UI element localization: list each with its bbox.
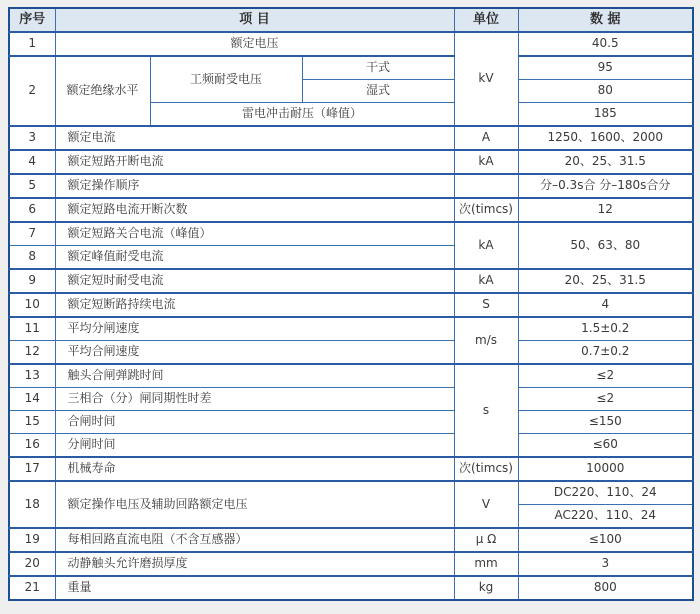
item-group-cell: 额定绝缘水平: [55, 56, 150, 126]
data-cell: DC220、110、24: [518, 481, 693, 505]
item-leaf-cell: 湿式: [302, 80, 454, 103]
table-row: [9, 32, 693, 56]
unit-cell: kg: [454, 576, 518, 600]
row-number-cell: 1: [9, 32, 55, 56]
header-row: [9, 8, 693, 32]
data-cell: 12: [518, 198, 693, 222]
item-cell: 额定短路开断电流: [55, 150, 454, 174]
item-cell: 额定操作电压及辅助回路额定电压: [55, 481, 454, 528]
item-cell: 三相合（分）闸同期性时差: [55, 388, 454, 411]
row-number-cell: 6: [9, 198, 55, 222]
item-cell: 额定电压: [55, 32, 454, 56]
item-cell: 额定短路电流开断次数: [55, 198, 454, 222]
row-number-cell: 9: [9, 269, 55, 293]
table-row: [9, 341, 693, 365]
row-number-cell: 11: [9, 317, 55, 341]
data-cell: ≤2: [518, 364, 693, 388]
table-row: [9, 222, 693, 246]
unit-cell: V: [454, 481, 518, 528]
table-row: [9, 198, 693, 222]
data-cell: 20、25、31.5: [518, 269, 693, 293]
row-number-cell: 16: [9, 434, 55, 458]
row-number-cell: 17: [9, 457, 55, 481]
row-number-cell: 21: [9, 576, 55, 600]
unit-cell: kA: [454, 150, 518, 174]
data-cell: ≤60: [518, 434, 693, 458]
item-cell: 额定电流: [55, 126, 454, 150]
unit-cell: A: [454, 126, 518, 150]
row-number-cell: 13: [9, 364, 55, 388]
data-cell: 4: [518, 293, 693, 317]
row-number-cell: 7: [9, 222, 55, 246]
data-cell: 分–0.3s合 分–180s合分: [518, 174, 693, 198]
row-number-cell: 5: [9, 174, 55, 198]
header-data: 数 据: [518, 8, 693, 32]
data-cell: ≤150: [518, 411, 693, 434]
data-cell: 50、63、80: [518, 222, 693, 269]
item-cell: 额定峰值耐受电流: [55, 246, 454, 270]
header-item: 项 目: [55, 8, 454, 32]
data-cell: 40.5: [518, 32, 693, 56]
row-number-cell: 15: [9, 411, 55, 434]
item-cell: 重量: [55, 576, 454, 600]
unit-cell: mm: [454, 552, 518, 576]
unit-cell: s: [454, 364, 518, 457]
row-number-cell: 14: [9, 388, 55, 411]
table-row: [9, 317, 693, 341]
data-cell: 1.5±0.2: [518, 317, 693, 341]
data-cell: ≤100: [518, 528, 693, 552]
item-cell: 触头合闸弹跳时间: [55, 364, 454, 388]
unit-cell: m/s: [454, 317, 518, 364]
item-cell: 平均合闸速度: [55, 341, 454, 365]
data-cell: 80: [518, 80, 693, 103]
row-number-cell: 4: [9, 150, 55, 174]
unit-cell: [454, 174, 518, 198]
table-row: [9, 174, 693, 198]
spec-table: [8, 7, 694, 601]
table-row: [9, 56, 693, 80]
item-cell: 额定短时耐受电流: [55, 269, 454, 293]
unit-cell: kA: [454, 269, 518, 293]
item-cell: 额定短断路持续电流: [55, 293, 454, 317]
item-cell: 分闸时间: [55, 434, 454, 458]
data-cell: 95: [518, 56, 693, 80]
row-number-cell: 19: [9, 528, 55, 552]
table-row: [9, 528, 693, 552]
item-cell: 合闸时间: [55, 411, 454, 434]
table-row: [9, 576, 693, 600]
table-row: [9, 388, 693, 411]
row-number-cell: 8: [9, 246, 55, 270]
data-cell: 185: [518, 103, 693, 127]
data-cell: 10000: [518, 457, 693, 481]
table-row: [9, 269, 693, 293]
data-cell: 0.7±0.2: [518, 341, 693, 365]
table-row: [9, 552, 693, 576]
table-row: [9, 411, 693, 434]
item-leaf-cell: 干式: [302, 56, 454, 80]
item-cell: 雷电冲击耐压（峰值）: [150, 103, 454, 127]
item-cell: 机械寿命: [55, 457, 454, 481]
data-cell: 3: [518, 552, 693, 576]
table-row: [9, 126, 693, 150]
table-row: [9, 434, 693, 458]
table-row: [9, 150, 693, 174]
data-cell: ≤2: [518, 388, 693, 411]
unit-cell: S: [454, 293, 518, 317]
item-sub-cell: 工频耐受电压: [150, 56, 302, 103]
table-row: [9, 293, 693, 317]
row-number-cell: 10: [9, 293, 55, 317]
item-cell: 动静触头允许磨损厚度: [55, 552, 454, 576]
row-number-cell: 3: [9, 126, 55, 150]
data-cell: 1250、1600、2000: [518, 126, 693, 150]
table-row: [9, 364, 693, 388]
data-cell: AC220、110、24: [518, 505, 693, 529]
unit-cell: 次(timcs): [454, 457, 518, 481]
item-cell: 每相回路直流电阻（不含互感器）: [55, 528, 454, 552]
data-cell: 800: [518, 576, 693, 600]
header-unit: 单位: [454, 8, 518, 32]
unit-cell: μ Ω: [454, 528, 518, 552]
item-cell: 平均分闸速度: [55, 317, 454, 341]
row-number-cell: 12: [9, 341, 55, 365]
row-number-cell: 20: [9, 552, 55, 576]
table-row: [9, 457, 693, 481]
header-no: 序号: [9, 8, 55, 32]
data-cell: 20、25、31.5: [518, 150, 693, 174]
item-cell: 额定操作顺序: [55, 174, 454, 198]
row-number-cell: 2: [9, 56, 55, 126]
unit-cell: kV: [454, 32, 518, 126]
table-row: [9, 481, 693, 505]
unit-cell: kA: [454, 222, 518, 269]
row-number-cell: 18: [9, 481, 55, 528]
unit-cell: 次(timcs): [454, 198, 518, 222]
item-cell: 额定短路关合电流（峰值）: [55, 222, 454, 246]
